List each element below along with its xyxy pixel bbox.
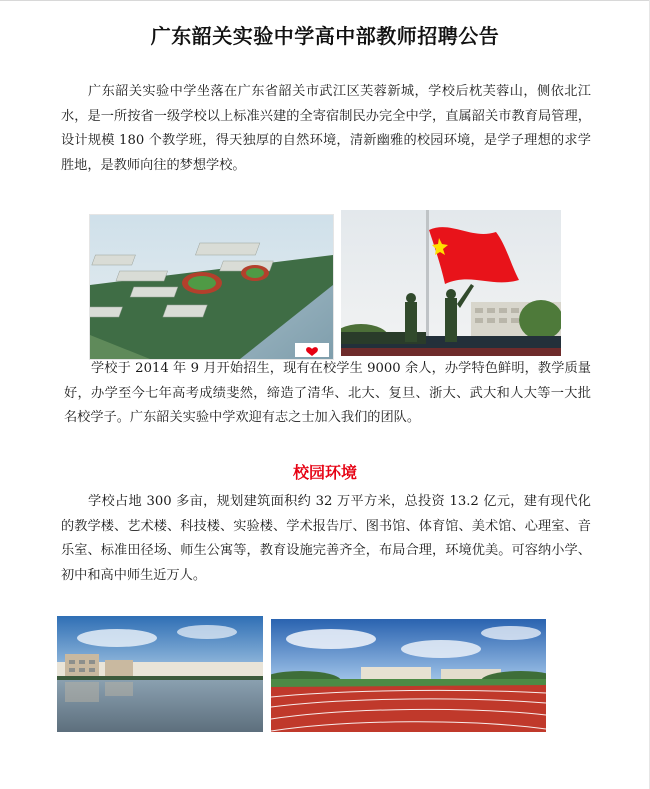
- flag-raising-photo: [341, 210, 561, 356]
- campus-building-photo: [57, 616, 263, 732]
- history-paragraph: 学校于 2014 年 9 月开始招生，现有在校学生 9000 余人，办学特色鲜明，教学质量好，办学至今七年高考成绩斐然，缔造了清华、北大、复旦、浙大、武大和人大等一大批名校学子。广东韶关实验中学欢迎有志之士加入我们的团队。: [64, 361, 591, 425]
- campus-paragraph: 学校占地 300 多亩，规划建筑面积约 32 万平方米，总投资 13.2 亿元，建有现代化的教学楼、艺术楼、科技楼、实验楼、学术报告厅、图书馆、体育馆、美术馆、心理室、音乐室、标准田径场、师生公寓等，教育设施完善齐全，布局合理，环境优美。可容纳小学、初中和高中师生近万人。: [61, 494, 591, 583]
- top-border: [0, 0, 650, 1]
- intro-paragraph: 广东韶关实验中学坐落在广东省韶关市武江区芙蓉新城，学校后枕芙蓉山，侧依北江水，是一所按省一级学校以上标准兴建的全寄宿制民办完全中学，直属韶关市教育局管理，设计规模 180 个教学班，得天独厚的自然环境，清新幽雅的校园环境，是学子理想的求学胜地，是教师向往的梦想学校。: [61, 84, 591, 173]
- running-track-photo: [271, 619, 546, 732]
- campus-aerial-photo: [89, 214, 334, 360]
- section-heading-campus: 校园环境: [292, 463, 357, 482]
- page-title: 广东韶关实验中学高中部教师招聘公告: [150, 24, 500, 48]
